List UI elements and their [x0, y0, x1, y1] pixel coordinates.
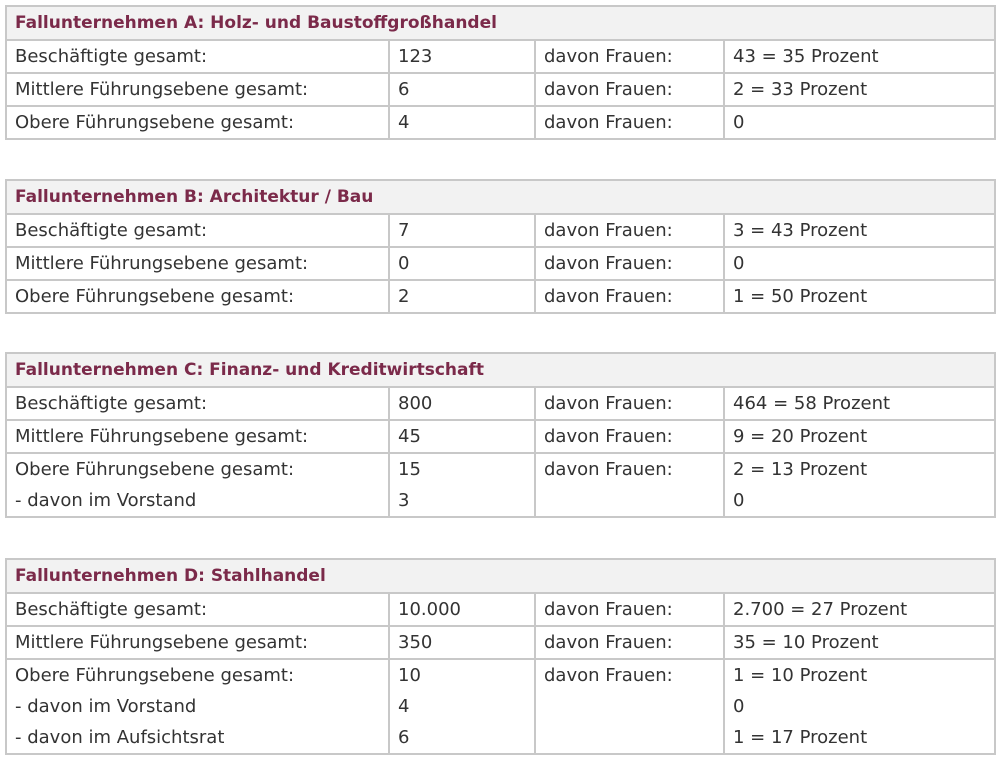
row-total-value-line: 45: [398, 426, 421, 447]
table-row: [6, 626, 995, 659]
row-label: [6, 453, 389, 517]
women-label: [535, 280, 724, 313]
women-label: [535, 659, 724, 754]
row-total-value: [389, 659, 535, 754]
women-label-text: davon Frauen:: [544, 459, 673, 480]
row-label-line: Obere Führungsebene gesamt:: [15, 286, 295, 307]
row-label: [6, 247, 389, 280]
women-value-line: 464 = 58 Prozent: [733, 393, 891, 414]
row-label-line: Mittlere Führungsebene gesamt:: [15, 426, 309, 447]
women-value-line: 1 = 50 Prozent: [733, 286, 868, 307]
row-total-value-line: 4: [398, 112, 410, 133]
table-row: [6, 280, 995, 313]
women-value: [724, 40, 995, 73]
table-row: [6, 214, 995, 247]
row-label: [6, 420, 389, 453]
women-value: [724, 593, 995, 626]
table-header-row: [6, 6, 995, 40]
women-label: [535, 420, 724, 453]
women-label: [535, 214, 724, 247]
women-value-line: 0: [733, 490, 745, 511]
table-header-row: [6, 353, 995, 387]
row-label: [6, 626, 389, 659]
women-value-line: 2 = 33 Prozent: [733, 79, 868, 100]
women-value: [724, 453, 995, 517]
row-total-value-line: 7: [398, 220, 410, 241]
women-value: [724, 214, 995, 247]
women-value: [724, 73, 995, 106]
case-table: [5, 179, 996, 314]
women-label: [535, 593, 724, 626]
row-label-line: Mittlere Führungsebene gesamt:: [15, 79, 309, 100]
women-label: [535, 247, 724, 280]
women-value: [724, 280, 995, 313]
row-label-line: - davon im Vorstand: [15, 696, 197, 717]
women-value: [724, 659, 995, 754]
row-label: [6, 593, 389, 626]
women-label-text: davon Frauen:: [544, 79, 673, 100]
case-table: [5, 5, 996, 140]
row-label-line: Obere Führungsebene gesamt:: [15, 112, 295, 133]
women-label-text: davon Frauen:: [544, 46, 673, 67]
women-value-line: 0: [733, 696, 745, 717]
table-row: [6, 73, 995, 106]
women-label: [535, 453, 724, 517]
women-value: [724, 247, 995, 280]
table-row: [6, 387, 995, 420]
row-total-value-line: 2: [398, 286, 410, 307]
table-row: [6, 420, 995, 453]
row-total-value: [389, 387, 535, 420]
row-label: [6, 106, 389, 139]
women-label-text: davon Frauen:: [544, 112, 673, 133]
row-label-line: Obere Führungsebene gesamt:: [15, 665, 295, 686]
women-value-line: 2 = 13 Prozent: [733, 459, 868, 480]
table-row: [6, 453, 995, 517]
women-label-text: davon Frauen:: [544, 632, 673, 653]
row-total-value: [389, 214, 535, 247]
table-header-row: [6, 180, 995, 214]
row-total-value-line: 3: [398, 490, 410, 511]
row-total-value-line: 10.000: [398, 599, 461, 620]
women-label-text: davon Frauen:: [544, 665, 673, 686]
women-value-line: 35 = 10 Prozent: [733, 632, 879, 653]
women-value: [724, 626, 995, 659]
row-total-value: [389, 73, 535, 106]
table-title: Fallunternehmen D: Stahlhandel: [6, 559, 995, 593]
row-label: [6, 40, 389, 73]
row-label: [6, 214, 389, 247]
row-total-value-line: 6: [398, 79, 410, 100]
table-row: [6, 659, 995, 754]
women-label-text: davon Frauen:: [544, 599, 673, 620]
women-label-text: davon Frauen:: [544, 286, 673, 307]
table-title: Fallunternehmen A: Holz- und Baustoffgroßhandel: [6, 6, 995, 40]
table-title: Fallunternehmen B: Architektur / Bau: [6, 180, 995, 214]
women-label: [535, 40, 724, 73]
row-total-value-line: 15: [398, 459, 421, 480]
row-total-value: [389, 593, 535, 626]
table-header-row: [6, 559, 995, 593]
row-label-line: Mittlere Führungsebene gesamt:: [15, 632, 309, 653]
row-total-value-line: 123: [398, 46, 433, 67]
row-total-value: [389, 106, 535, 139]
row-label: [6, 280, 389, 313]
row-total-value: [389, 626, 535, 659]
women-label-text: davon Frauen:: [544, 426, 673, 447]
table-row: [6, 247, 995, 280]
row-label-line: - davon im Vorstand: [15, 490, 197, 511]
women-value-line: 2.700 = 27 Prozent: [733, 599, 908, 620]
row-total-value-line: 10: [398, 665, 421, 686]
row-label-line: Beschäftigte gesamt:: [15, 220, 208, 241]
row-total-value-line: 0: [398, 253, 410, 274]
table-row: [6, 593, 995, 626]
row-total-value: [389, 420, 535, 453]
case-table: [5, 352, 996, 518]
row-total-value-line: 4: [398, 696, 410, 717]
table-row: [6, 106, 995, 139]
women-value-line: 3 = 43 Prozent: [733, 220, 868, 241]
row-total-value: [389, 453, 535, 517]
women-label: [535, 106, 724, 139]
women-label: [535, 387, 724, 420]
row-total-value-line: 6: [398, 727, 410, 748]
row-label-line: Beschäftigte gesamt:: [15, 46, 208, 67]
women-label-text: davon Frauen:: [544, 253, 673, 274]
women-value-line: 0: [733, 112, 745, 133]
case-table: [5, 558, 996, 755]
women-value: [724, 106, 995, 139]
women-label-text: davon Frauen:: [544, 220, 673, 241]
row-label-line: Mittlere Führungsebene gesamt:: [15, 253, 309, 274]
women-value: [724, 420, 995, 453]
women-value-line: 1 = 10 Prozent: [733, 665, 868, 686]
row-label-line: Beschäftigte gesamt:: [15, 393, 208, 414]
table-row: [6, 40, 995, 73]
row-label: [6, 659, 389, 754]
women-value-line: 1 = 17 Prozent: [733, 727, 868, 748]
women-value-line: 0: [733, 253, 745, 274]
women-label: [535, 626, 724, 659]
women-label-text: davon Frauen:: [544, 393, 673, 414]
women-value-line: 43 = 35 Prozent: [733, 46, 879, 67]
table-title: Fallunternehmen C: Finanz- und Kreditwirtschaft: [6, 353, 995, 387]
row-label: [6, 73, 389, 106]
women-label: [535, 73, 724, 106]
row-label: [6, 387, 389, 420]
row-label-line: - davon im Aufsichtsrat: [15, 727, 225, 748]
row-total-value-line: 350: [398, 632, 433, 653]
row-label-line: Beschäftigte gesamt:: [15, 599, 208, 620]
row-total-value: [389, 247, 535, 280]
row-total-value-line: 800: [398, 393, 433, 414]
row-total-value: [389, 280, 535, 313]
women-value-line: 9 = 20 Prozent: [733, 426, 868, 447]
row-label-line: Obere Führungsebene gesamt:: [15, 459, 295, 480]
row-total-value: [389, 40, 535, 73]
women-value: [724, 387, 995, 420]
